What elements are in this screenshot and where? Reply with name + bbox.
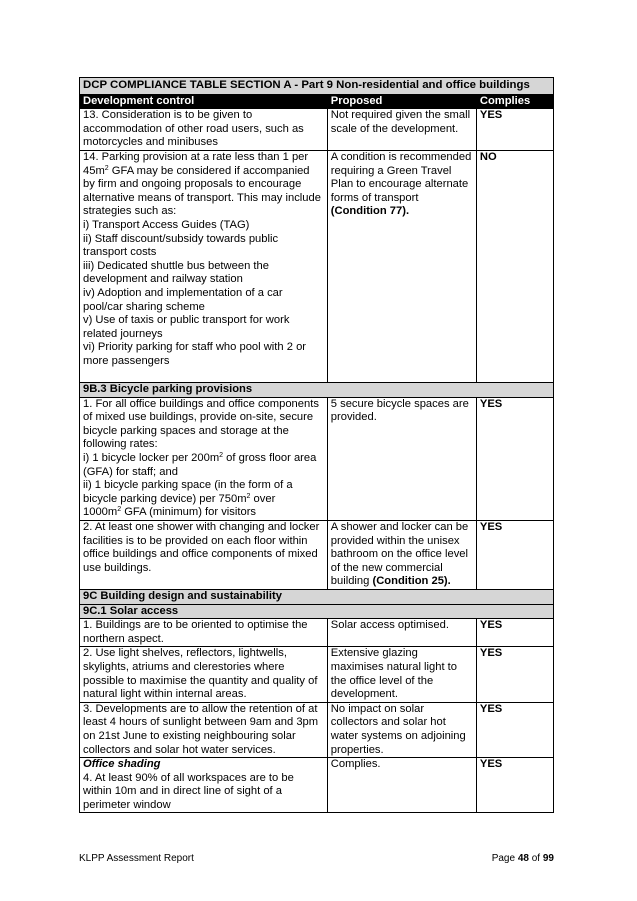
proposed-cell: No impact on solar collectors and solar hot water systems on adjoining properties.: [327, 702, 476, 757]
table-row: [80, 702, 554, 757]
control-text: 4. At least 90% of all workspaces are to be within 10m and in direct line of sight of a perimeter window: [83, 771, 294, 811]
control-cell: [80, 758, 328, 813]
proposed-cell: Not required given the small scale of the development.: [327, 109, 476, 151]
section-row: [80, 604, 554, 619]
section-heading-9c: 9C Building design and sustainability: [80, 589, 554, 604]
complies-cell: YES: [476, 647, 553, 702]
strategy-item: iii) Dedicated shuttle bus between the development and railway station: [83, 259, 269, 286]
condition-ref: (Condition 25).: [372, 575, 451, 588]
section-heading-9c1: 9C.1 Solar access: [80, 604, 554, 619]
proposed-cell: Extensive glazing maximises natural light to the office level of the development.: [327, 647, 476, 702]
table-row: [80, 619, 554, 647]
complies-cell: YES: [476, 397, 553, 520]
complies-cell: YES: [476, 521, 553, 590]
control-cell: 13. Consideration is to be given to accommodation of other road users, such as motorcycles and minibuses: [80, 109, 328, 151]
superscript: 2: [219, 452, 224, 460]
proposed-cell: 5 secure bicycle spaces are provided.: [327, 397, 476, 520]
table-row: [80, 758, 554, 813]
table-row: [80, 109, 554, 151]
table-row: [80, 397, 554, 520]
header-proposed: Proposed: [327, 94, 476, 109]
complies-cell: YES: [476, 619, 553, 647]
superscript: 2: [246, 492, 251, 500]
control-cell: 2. At least one shower with changing and locker facilities is to be provided on each floor within office buildings and office components of mixed use buildings.: [80, 521, 328, 590]
control-cell: 3. Developments are to allow the retention of at least 4 hours of sunlight between 9am and 3pm on 21st June to existing neighbouring solar collectors and solar hot water services.: [80, 702, 328, 757]
rate-item: i) 1 bicycle locker per $200m^2$ of gross floor area (GFA) for staff; and: [83, 452, 317, 478]
dcp-compliance-table: [79, 77, 554, 813]
control-cell: [80, 150, 328, 382]
control-cell: [80, 397, 328, 520]
rate-item: ii) 1 bicycle parking space (in the form of a bicycle parking device) per $750m^2$ over $1000m^2$ GFA (minimum) for visitors: [83, 479, 293, 519]
control-cell: 1. Buildings are to be oriented to optimise the northern aspect.: [80, 619, 328, 647]
page-footer: [79, 853, 554, 864]
table-header-row: [80, 94, 554, 109]
table-row: [80, 150, 554, 382]
footer-page-number: Page 48 of 99: [491, 853, 554, 864]
superscript: 2: [117, 506, 122, 514]
table-title: DCP COMPLIANCE TABLE SECTION A - Part 9 Non-residential and office buildings: [80, 78, 554, 95]
complies-cell: NO: [476, 150, 553, 382]
table-row: [80, 521, 554, 590]
section-row: [80, 383, 554, 398]
strategy-item: i) Transport Access Guides (TAG): [83, 218, 250, 231]
proposed-cell: Solar access optimised.: [327, 619, 476, 647]
section-heading-9b3: 9B.3 Bicycle parking provisions: [80, 383, 554, 398]
condition-ref: (Condition 77).: [330, 205, 410, 218]
header-complies: Complies: [476, 94, 553, 109]
superscript: 2: [104, 164, 109, 172]
proposed-cell: [327, 150, 476, 382]
complies-cell: YES: [476, 758, 553, 813]
strategy-item: vi) Priority parking for staff who pool with 2 or more passengers: [83, 341, 307, 367]
strategy-item: iv) Adoption and implementation of a car pool/car sharing scheme: [83, 286, 283, 313]
strategy-item: ii) Staff discount/subsidy towards public transport costs: [83, 232, 279, 259]
proposed-text: A shower and locker can be provided within the unisex bathroom on the office level of the new commercial building: [330, 521, 469, 588]
header-development-control: Development control: [80, 94, 328, 109]
table-row: [80, 647, 554, 702]
control-cell: 2. Use light shelves, reflectors, lightwells, skylights, atriums and clerestories where possible to maximise the quantity and quality of natural light within internal areas.: [80, 647, 328, 702]
subheading-office-shading: Office shading: [83, 758, 161, 771]
strategy-item: v) Use of taxis or public transport for work related journeys: [83, 314, 290, 340]
complies-cell: YES: [476, 109, 553, 151]
footer-report-name: KLPP Assessment Report: [79, 853, 194, 864]
control-text: 14. Parking provision at a rate less than 1 per 45m: [83, 150, 309, 177]
proposed-text: A condition is recommended requiring a Green Travel Plan to encourage alternate forms of transport: [330, 150, 472, 204]
proposed-cell: [327, 521, 476, 590]
proposed-cell: Complies.: [327, 758, 476, 813]
control-text: GFA may be considered if accompanied by firm and ongoing proposals to encourage alternative means of transport. This may include strategies such as:: [83, 164, 321, 218]
section-row: [80, 589, 554, 604]
complies-cell: YES: [476, 702, 553, 757]
control-text: 1. For all office buildings and office components of mixed use buildings, provide on-site, secure bicycle parking spaces and storage at the following rates:: [83, 397, 319, 451]
